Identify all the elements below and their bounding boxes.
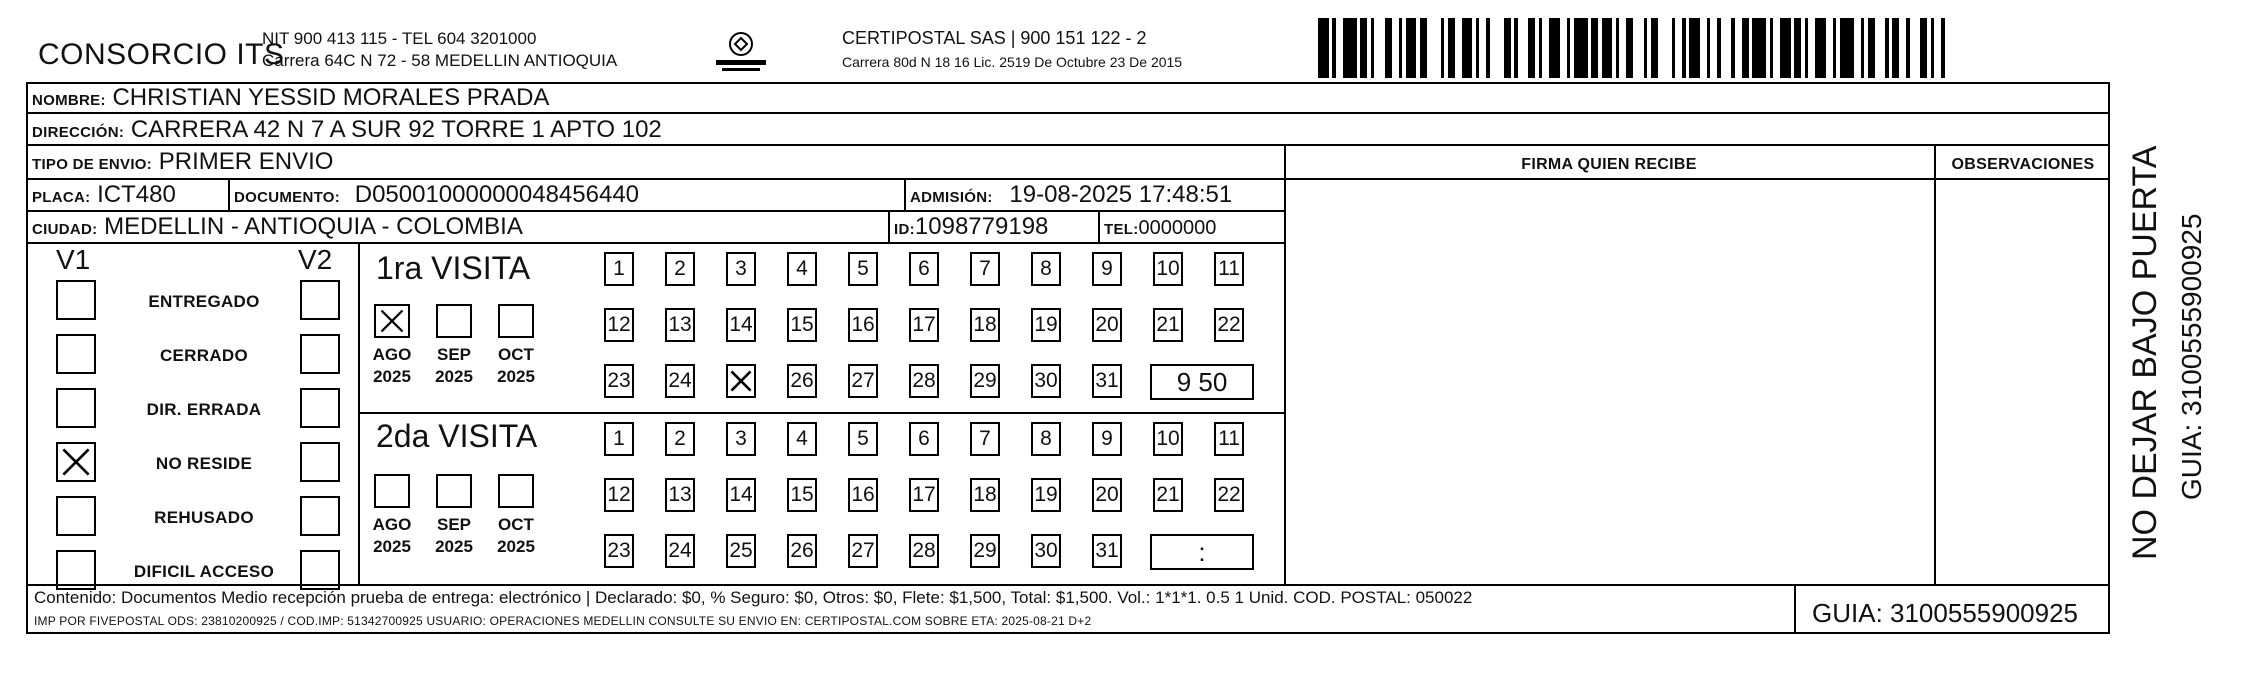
barcode-bar: [1934, 18, 1941, 78]
barcode-bar: [1920, 18, 1927, 78]
barcode-bar: [1542, 18, 1549, 78]
v1-checkbox[interactable]: [56, 550, 96, 590]
barcode-bar: [1689, 18, 1700, 78]
direccion-row: [32, 116, 662, 144]
reason-label: REHUSADO: [154, 508, 254, 527]
first-visit-day-box[interactable]: 9: [1092, 252, 1122, 286]
first-visit-day-box[interactable]: 11: [1214, 252, 1244, 286]
barcode-bar: [1910, 18, 1921, 78]
courier-address: Carrera 80d N 18 16 Lic. 2519 De Octubre 23 De 2015: [842, 54, 1183, 70]
first-visit-month-label: SEP 2025: [435, 345, 473, 386]
barcode-bar: [1462, 18, 1473, 78]
first-visit-month-checkbox[interactable]: [498, 304, 534, 338]
first-visit-day-box[interactable]: [726, 364, 756, 398]
second-visit-day-box[interactable]: 14: [726, 478, 756, 512]
second-visit-month-label: SEP 2025: [435, 515, 473, 556]
barcode: [1318, 18, 1956, 78]
second-visit-day-box[interactable]: 9: [1092, 422, 1122, 456]
second-visit-day-box[interactable]: 1: [604, 422, 634, 456]
reason-label: CERRADO: [159, 346, 249, 365]
direccion-label: DIRECCIÓN:: [32, 124, 125, 141]
first-visit-day-box[interactable]: 12: [604, 308, 634, 342]
second-visit-title: 2da VISITA: [376, 418, 538, 454]
tipo-row: [32, 148, 333, 176]
second-visit-month-checkbox[interactable]: [436, 474, 472, 508]
barcode-bar: [1752, 18, 1766, 78]
nombre-value: CHRISTIAN YESSID MORALES PRADA: [112, 84, 550, 111]
barcode-bar: [1455, 18, 1462, 78]
v1-checkbox[interactable]: [56, 442, 96, 482]
barcode-bar: [1602, 18, 1613, 78]
reason-label: NO RESIDE: [155, 454, 253, 473]
second-visit-month-label: OCT 2025: [497, 515, 535, 556]
first-visit-day-box[interactable]: 13: [665, 308, 695, 342]
first-visit-day-box[interactable]: 17: [909, 308, 939, 342]
documento-label: DOCUMENTO:: [234, 189, 341, 206]
tel-cell: [1104, 213, 1216, 241]
second-visit-day-box[interactable]: 12: [604, 478, 634, 512]
barcode-bar: [1854, 18, 1861, 78]
barcode-bar: [1875, 18, 1886, 78]
id-label: ID:: [894, 221, 915, 238]
barcode-bar: [1780, 18, 1791, 78]
barcode-bar: [1658, 18, 1672, 78]
barcode-bar: [1479, 18, 1486, 78]
barcode-bar: [1427, 18, 1441, 78]
contenido-text: Contenido: Documentos Medio recepción prueba de entrega: electrónico | Declarado: $0, % Seguro: $0, Otros: $0, Flete: $1,500, Total: $1,500. Vol.: 1*1*1. 0.5 1 Unid. COD. POSTAL: 050022: [34, 588, 1473, 607]
second-visit-day-box[interactable]: 3: [726, 422, 756, 456]
barcode-bar: [1626, 18, 1633, 78]
second-visit-month-label: AGO 2025: [372, 515, 412, 556]
observaciones-header: OBSERVACIONES: [1951, 156, 2095, 173]
firma-header: FIRMA QUIEN RECIBE: [1521, 156, 1697, 173]
second-visit-day-box[interactable]: 15: [787, 478, 817, 512]
reason-label: DIFICIL ACCESO: [133, 562, 275, 581]
second-visit-day-box[interactable]: 26: [787, 534, 817, 568]
barcode-bar: [1406, 18, 1417, 78]
second-visit-day-box[interactable]: 25: [726, 534, 756, 568]
barcode-bar: [1899, 18, 1906, 78]
first-visit-day-box[interactable]: 14: [726, 308, 756, 342]
barcode-bar: [1490, 18, 1504, 78]
v1-label: V1: [56, 244, 91, 275]
first-visit-month-label: OCT 2025: [497, 345, 535, 386]
company-nit: NIT 900 413 115 - TEL 604 3201000: [262, 29, 537, 48]
first-visit-day-box[interactable]: 1: [604, 252, 634, 286]
second-visit-day-box[interactable]: 7: [970, 422, 1000, 456]
barcode-bar: [1735, 18, 1742, 78]
second-visit-day-box[interactable]: 5: [848, 422, 878, 456]
second-visit-day-box[interactable]: 16: [848, 478, 878, 512]
barcode-bar: [1336, 18, 1343, 78]
second-visit-day-box[interactable]: 17: [909, 478, 939, 512]
v1-checkbox[interactable]: [56, 334, 96, 374]
first-visit-day-box[interactable]: 4: [787, 252, 817, 286]
id-value: 1098779198: [914, 213, 1049, 240]
first-visit-day-box[interactable]: 31: [1092, 364, 1122, 398]
second-visit-day-box[interactable]: 22: [1214, 478, 1244, 512]
second-visit-day-box[interactable]: 10: [1153, 422, 1183, 456]
first-visit-day-box[interactable]: 21: [1153, 308, 1183, 342]
company-name: CONSORCIO ITS: [38, 38, 285, 71]
second-visit-time-box[interactable]: :: [1150, 534, 1254, 570]
barcode-bar: [1808, 18, 1815, 78]
tipo-label: TIPO DE ENVIO:: [32, 156, 153, 173]
second-visit-day-box[interactable]: 23: [604, 534, 634, 568]
first-visit-month-checkbox[interactable]: [436, 304, 472, 338]
barcode-bar: [1700, 18, 1707, 78]
first-visit-day-box[interactable]: 24: [665, 364, 695, 398]
second-visit-month-checkbox[interactable]: [498, 474, 534, 508]
admision-label: ADMISIÓN:: [910, 189, 993, 206]
v1-checkbox[interactable]: [56, 388, 96, 428]
barcode-bar: [1504, 18, 1511, 78]
footer-guia: GUIA: 3100555900925: [1812, 598, 2078, 628]
second-visit-day-box[interactable]: 31: [1092, 534, 1122, 568]
direccion-value: CARRERA 42 N 7 A SUR 92 TORRE 1 APTO 102: [130, 116, 662, 143]
first-visit-day-box[interactable]: 20: [1092, 308, 1122, 342]
ciudad-value: MEDELLIN - ANTIOQUIA - COLOMBIA: [104, 213, 523, 240]
first-visit-day-box[interactable]: 26: [787, 364, 817, 398]
barcode-bar: [1528, 18, 1535, 78]
barcode-bar: [1868, 18, 1875, 78]
tel-label: TEL:: [1104, 221, 1139, 238]
courier-name: CERTIPOSTAL SAS | 900 151 122 - 2: [842, 28, 1147, 48]
second-visit-day-box[interactable]: 2: [665, 422, 695, 456]
tipo-value: PRIMER ENVIO: [158, 148, 334, 175]
first-visit-day-box[interactable]: 29: [970, 364, 1000, 398]
v1-checkbox[interactable]: [56, 280, 96, 320]
barcode-bar: [1619, 18, 1626, 78]
barcode-bar: [1392, 18, 1399, 78]
first-visit-title: 1ra VISITA: [376, 250, 531, 286]
barcode-bar: [1343, 18, 1357, 78]
signature-area[interactable]: [1286, 180, 1934, 584]
barcode-bar: [1574, 18, 1588, 78]
barcode-bar: [1549, 18, 1560, 78]
second-visit-day-box[interactable]: 11: [1214, 422, 1244, 456]
documento-cell: [234, 181, 639, 209]
reason-label: DIR. ERRADA: [146, 400, 262, 419]
first-visit-month-label: AGO 2025: [372, 345, 412, 386]
barcode-bar: [1318, 18, 1329, 78]
barcode-bar: [1518, 18, 1529, 78]
second-visit-day-box[interactable]: 4: [787, 422, 817, 456]
second-visit-day-box[interactable]: 28: [909, 534, 939, 568]
first-visit-day-box[interactable]: 30: [1031, 364, 1061, 398]
second-visit-day-box[interactable]: 30: [1031, 534, 1061, 568]
tel-value: 0000000: [1138, 217, 1217, 239]
placa-label: PLACA:: [32, 189, 91, 206]
barcode-bar: [1826, 18, 1833, 78]
barcode-bar: [1651, 18, 1658, 78]
second-visit-day-box[interactable]: 24: [665, 534, 695, 568]
nombre-label: NOMBRE:: [32, 92, 106, 109]
reason-label: ENTREGADO: [148, 292, 260, 311]
first-visit-day-box[interactable]: 27: [848, 364, 878, 398]
first-visit-day-box[interactable]: 5: [848, 252, 878, 286]
v2-checkbox[interactable]: [300, 388, 340, 428]
second-visit-day-box[interactable]: 20: [1092, 478, 1122, 512]
second-visit-day-box[interactable]: 8: [1031, 422, 1061, 456]
barcode-bar: [1591, 18, 1598, 78]
barcode-bar: [1945, 18, 1956, 78]
id-cell: [894, 213, 1048, 241]
barcode-bar: [1892, 18, 1899, 78]
second-visit-day-box[interactable]: 27: [848, 534, 878, 568]
barcode-bar: [1385, 18, 1392, 78]
barcode-bar: [1721, 18, 1732, 78]
barcode-bar: [1633, 18, 1644, 78]
barcode-bar: [1710, 18, 1717, 78]
barcode-bar: [1420, 18, 1427, 78]
barcode-bar: [1815, 18, 1826, 78]
first-visit-time-box[interactable]: 9 50: [1150, 364, 1254, 400]
first-visit-day-box[interactable]: 22: [1214, 308, 1244, 342]
side-warning: NO DEJAR BAJO PUERTA: [2126, 145, 2164, 560]
barcode-bar: [1742, 18, 1749, 78]
first-visit-day-box[interactable]: 10: [1153, 252, 1183, 286]
v2-checkbox[interactable]: [300, 280, 340, 320]
v2-checkbox[interactable]: [300, 550, 340, 590]
second-visit-day-box[interactable]: 18: [970, 478, 1000, 512]
v2-checkbox[interactable]: [300, 334, 340, 374]
v1-checkbox[interactable]: [56, 496, 96, 536]
first-visit-day-box[interactable]: 16: [848, 308, 878, 342]
barcode-bar: [1360, 18, 1367, 78]
placa-cell: [32, 181, 176, 209]
second-visit-day-box[interactable]: 21: [1153, 478, 1183, 512]
first-visit-day-box[interactable]: 18: [970, 308, 1000, 342]
barcode-bar: [1840, 18, 1854, 78]
first-visit-month-checkbox[interactable]: [374, 304, 410, 338]
second-visit-day-box[interactable]: 13: [665, 478, 695, 512]
first-visit-day-box[interactable]: 19: [1031, 308, 1061, 342]
nombre-row: [32, 84, 549, 112]
first-visit-day-box[interactable]: 3: [726, 252, 756, 286]
v2-checkbox[interactable]: [300, 442, 340, 482]
ciudad-label: CIUDAD:: [32, 221, 98, 238]
barcode-bar: [1560, 18, 1567, 78]
barcode-bar: [1773, 18, 1780, 78]
second-visit-day-box[interactable]: 19: [1031, 478, 1061, 512]
first-visit-day-box[interactable]: 15: [787, 308, 817, 342]
side-guia: GUIA: 3100555900925: [2176, 213, 2207, 500]
first-visit-day-box[interactable]: 2: [665, 252, 695, 286]
v2-label: V2: [298, 244, 333, 275]
barcode-bar: [1794, 18, 1801, 78]
certipostal-logo-icon: [712, 28, 770, 80]
admision-cell: [910, 181, 1232, 209]
second-visit-day-box[interactable]: 6: [909, 422, 939, 456]
admision-value: 19-08-2025 17:48:51: [1009, 181, 1233, 208]
first-visit-day-box[interactable]: 6: [909, 252, 939, 286]
first-visit-day-box[interactable]: 23: [604, 364, 634, 398]
placa-value: ICT480: [97, 181, 176, 208]
v2-checkbox[interactable]: [300, 496, 340, 536]
company-address: Carrera 64C N 72 - 58 MEDELLIN ANTIOQUIA: [262, 51, 618, 70]
imp-text: IMP POR FIVEPOSTAL ODS: 23810200925 / COD.IMP: 51342700925 USUARIO: OPERACIONES MEDELLIN CONSULTE SU ENVIO EN: CERTIPOSTAL.COM SOBRE ETA: 2025-08-21 D+2: [34, 614, 1092, 628]
barcode-bar: [1374, 18, 1385, 78]
observations-area[interactable]: [1936, 180, 2108, 584]
first-visit-day-box[interactable]: 8: [1031, 252, 1061, 286]
documento-value: D05001000000048456440: [354, 181, 640, 208]
first-visit-day-box[interactable]: 28: [909, 364, 939, 398]
barcode-bar: [1448, 18, 1455, 78]
first-visit-day-box[interactable]: 7: [970, 252, 1000, 286]
ciudad-cell: [32, 213, 523, 241]
barcode-bar: [1675, 18, 1682, 78]
second-visit-month-checkbox[interactable]: [374, 474, 410, 508]
second-visit-day-box[interactable]: 29: [970, 534, 1000, 568]
